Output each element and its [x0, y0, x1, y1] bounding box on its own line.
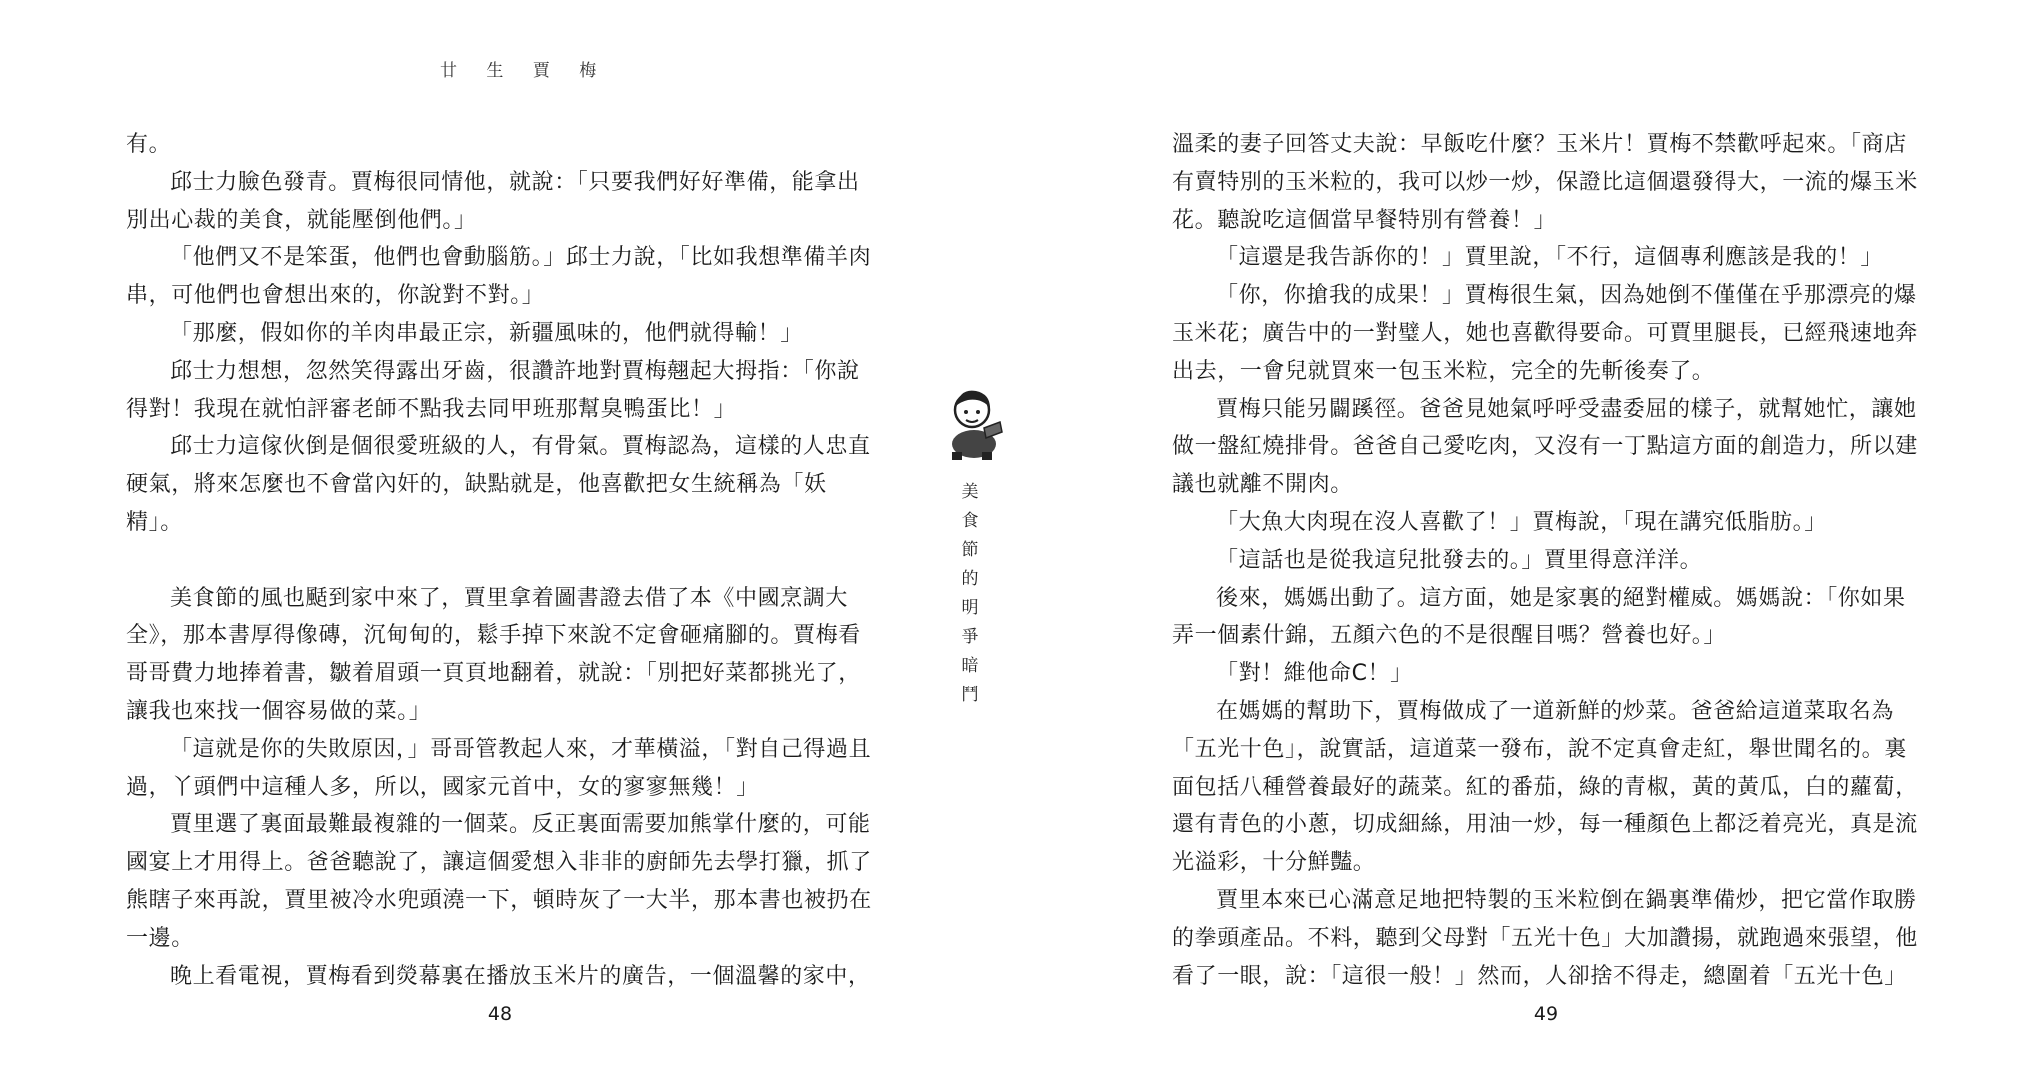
boy-mascot-icon — [938, 382, 1008, 462]
left-page-body — [126, 126, 878, 995]
side-title-char: 食 — [961, 511, 979, 531]
paragraph: 後來，媽媽出動了。這方面，她是家裏的絕對權威。媽媽說：「你如果弄一個素什錦，五顏六色的不是很醒目嗎？營養也好。」 — [1172, 585, 1906, 649]
side-title-char: 暗 — [961, 656, 979, 676]
running-header: 廿 生 賈 梅 — [440, 61, 609, 81]
paragraph: 「大魚大肉現在沒人喜歡了！」賈梅說，「現在講究低脂肪。」 — [1216, 509, 1827, 535]
right-page — [1012, 0, 2025, 1088]
paragraph: 在媽媽的幫助下，賈梅做成了一道新鮮的炒菜。爸爸給這道菜取名為「五光十色」，說實話，這道菜一發布，說不定真會走紅，舉世聞名的。裏面包括八種營養最好的蔬菜。紅的番茄，綠的青椒，黃的黃瓜，白的蘿蔔，還有青色的小蔥，切成細絲，用油一炒，每一種顏色上都泛着亮光，真是流光溢彩，十分鮮豔。 — [1172, 698, 1918, 876]
paragraph: 「這還是我告訴你的！」賈里說，「不行，這個專利應該是我的！」 — [1216, 245, 1884, 271]
left-page — [0, 0, 1012, 1088]
paragraph: 「他們又不是笨蛋，他們也會動腦筋。」邱士力說，「比如我想準備羊肉串，可他們也會想出來的，你說對不對。」 — [126, 245, 872, 309]
paragraph: 有。 — [126, 132, 172, 157]
chapter-side-title — [958, 478, 982, 710]
page-number-right: 49 — [1533, 1003, 1559, 1025]
paragraph: 邱士力臉色發青。賈梅很同情他，就說：「只要我們好好準備，能拿出別出心裁的美食，就能壓倒他們。」 — [126, 169, 860, 233]
paragraph: 「這就是你的失敗原因，」哥哥管教起人來，才華橫溢，「對自己得過且過，丫頭們中這種人多，所以，國家元首中，女的寥寥無幾！」 — [126, 736, 872, 800]
right-page-body — [1172, 126, 1924, 995]
paragraph: 「這話也是從我這兒批發去的。」賈里得意洋洋。 — [1216, 547, 1703, 573]
side-title-char: 爭 — [961, 627, 979, 647]
paragraph: 賈梅只能另闢蹊徑。爸爸見她氣呼呼受盡委屈的樣子，就幫她忙，讓她做一盤紅燒排骨。爸爸自己愛吃肉，又沒有一丁點這方面的創造力，所以建議也就離不開肉。 — [1172, 396, 1918, 498]
paragraph — [126, 542, 878, 580]
side-title-char: 明 — [961, 598, 979, 618]
side-title-char: 美 — [961, 482, 979, 502]
side-title-char: 節 — [961, 540, 979, 560]
side-title-char: 的 — [961, 569, 979, 589]
paragraph: 晚上看電視，賈梅看到熒幕裏在播放玉米片的廣告，一個溫馨的家中， — [170, 963, 871, 989]
paragraph: 「你，你搶我的成果！」賈梅很生氣，因為她倒不僅僅在乎那漂亮的爆玉米花；廣告中的一對璧人，她也喜歡得要命。可賈里腿長，已經飛速地奔出去，一會兒就買來一包玉米粒，完全的先斬後奏了。 — [1172, 283, 1918, 384]
paragraph: 「對！維他命C！」 — [1216, 661, 1413, 687]
page-number-left: 48 — [487, 1003, 513, 1025]
paragraph: 賈里選了裏面最難最複雜的一個菜。反正裏面需要加熊掌什麼的，可能國宴上才用得上。爸爸聽說了，讓這個愛想入非非的廚師先去學打獵，抓了熊瞎子來再說，賈里被冷水兜頭澆一下，頓時灰了一大半，那本書也被扔在一邊。 — [126, 812, 872, 951]
paragraph: 「那麼，假如你的羊肉串最正宗，新疆風味的，他們就得輸！」 — [170, 320, 803, 346]
paragraph: 賈里本來已心滿意足地把特製的玉米粒倒在鍋裏準備炒，把它當作取勝的拳頭產品。不料，聽到父母對「五光十色」大加讚揚，就跑過來張望，他看了一眼，說：「這很一般！」然而，人卻捨不得走，總圍着「五光十色」 — [1172, 887, 1918, 989]
paragraph: 邱士力這傢伙倒是個很愛班級的人，有骨氣。賈梅認為，這樣的人忠直硬氣，將來怎麼也不會當內奸的，缺點就是，他喜歡把女生統稱為「妖精」。 — [126, 434, 871, 535]
side-title-char: 鬥 — [961, 685, 979, 705]
paragraph: 美食節的風也颳到家中來了，賈里拿着圖書證去借了本《中國烹調大全》，那本書厚得像磚，沉甸甸的，鬆手掉下來說不定會砸痛腳的。賈梅看哥哥費力地捧着書，皺着眉頭一頁頁地翻着，就說：「別把好菜都挑光了，讓我也來找一個容易做的菜。」 — [126, 585, 861, 724]
paragraph: 邱士力想想，忽然笑得露出牙齒，很讚許地對賈梅翹起大拇指：「你說得對！我現在就怕評審老師不點我去同甲班那幫臭鴨蛋比！」 — [126, 358, 860, 422]
paragraph: 溫柔的妻子回答丈夫說：早飯吃什麼？玉米片！賈梅不禁歡呼起來。「商店有賣特別的玉米粒的，我可以炒一炒，保證比這個還發得大，一流的爆玉米花。聽說吃這個當早餐特別有營養！」 — [1172, 132, 1918, 233]
